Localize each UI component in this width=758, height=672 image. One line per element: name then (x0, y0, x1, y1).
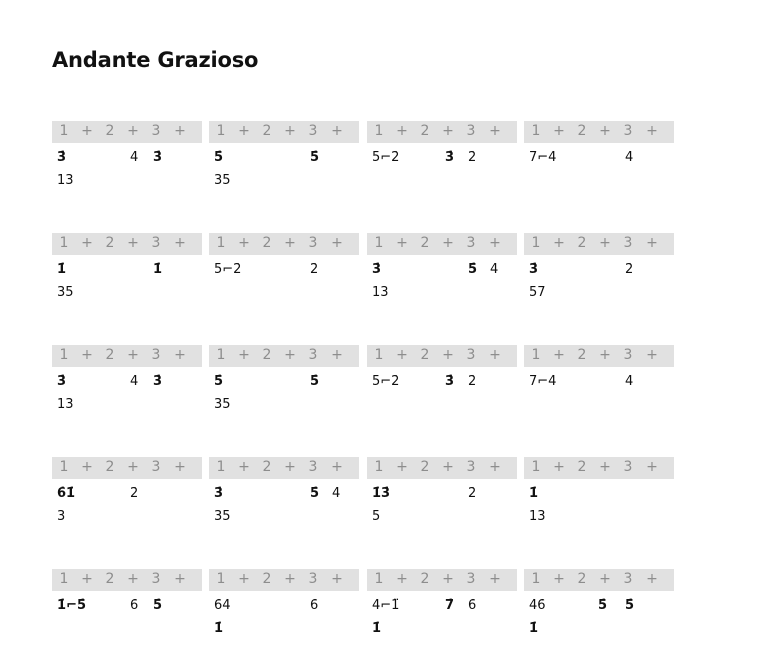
bass-note: 35 (57, 285, 74, 300)
beat-label: + (442, 123, 454, 139)
measure (52, 233, 202, 300)
beat-label: + (284, 459, 296, 475)
beat-label: 2 (105, 235, 115, 251)
beat-label: 3 (151, 123, 161, 139)
beat-label: + (331, 347, 343, 363)
beat-label: 2 (577, 235, 587, 251)
melody-note: 7⌐4̇ (529, 374, 557, 389)
beat-counter-bar (52, 233, 202, 255)
beat-label: 2 (262, 235, 272, 251)
bass-note: 1̇ (529, 621, 539, 636)
beat-label: + (284, 235, 296, 251)
beat-label: 1 (374, 571, 384, 587)
beat-label: + (599, 235, 611, 251)
melody-note: 6̇4̇ (214, 598, 231, 613)
beat-counter-bar (524, 233, 674, 255)
beat-label: + (646, 571, 658, 587)
melody-note: 6̇ (468, 598, 477, 613)
beat-counter-bar (524, 569, 674, 591)
beat-counter-bar (367, 457, 517, 479)
beat-label: 1 (59, 347, 69, 363)
melody-note: 4̇⌐1̈ (372, 598, 400, 613)
beat-counter-bar (209, 569, 359, 591)
beat-label: 1 (374, 235, 384, 251)
melody-note: 6̇ (130, 598, 139, 613)
beat-label: 2 (262, 347, 272, 363)
melody-note: 4̇ (130, 374, 139, 389)
melody-note: 7̇ (445, 598, 455, 613)
beat-counter-bar (52, 569, 202, 591)
beat-counter-bar (209, 121, 359, 143)
beat-label: + (396, 123, 408, 139)
bass-note: 1̇ (372, 621, 382, 636)
beat-label: + (238, 235, 250, 251)
melody-note: 3̇ (57, 150, 67, 165)
melody-note: 2̇ (468, 486, 477, 501)
beat-label: + (81, 123, 93, 139)
beat-label: 1 (59, 571, 69, 587)
beat-label: 2 (262, 571, 272, 587)
bass-note: 13 (372, 285, 389, 300)
beat-label: + (646, 123, 658, 139)
beat-label: + (331, 571, 343, 587)
melody-note: 1̇ (529, 486, 539, 501)
melody-note: 5⌐2̇ (372, 150, 400, 165)
measure (367, 457, 517, 524)
beat-counter-bar (52, 345, 202, 367)
beat-label: + (396, 571, 408, 587)
beat-label: + (599, 459, 611, 475)
page-title: Andante Grazioso (52, 48, 259, 72)
beat-label: 2 (105, 123, 115, 139)
beat-label: 1 (531, 123, 541, 139)
bass-note: 57 (529, 285, 546, 300)
beat-label: + (442, 459, 454, 475)
beat-label: 1 (216, 123, 226, 139)
beat-label: 2 (577, 347, 587, 363)
beat-label: + (174, 235, 186, 251)
beat-label: + (284, 347, 296, 363)
bass-note: 13 (57, 397, 74, 412)
beat-label: 1 (59, 459, 69, 475)
beat-label: 3 (308, 347, 318, 363)
measure (367, 233, 517, 300)
beat-label: 2 (105, 571, 115, 587)
bass-note: 35 (214, 509, 231, 524)
beat-label: + (174, 571, 186, 587)
beat-label: 3 (308, 459, 318, 475)
measure (524, 121, 674, 165)
beat-label: + (81, 235, 93, 251)
measure (209, 121, 359, 188)
measure (52, 345, 202, 412)
beat-counter-bar (367, 569, 517, 591)
beat-label: 1 (216, 571, 226, 587)
beat-label: + (396, 235, 408, 251)
melody-note: 3̇ (445, 150, 455, 165)
melody-note: 3̇ (153, 150, 163, 165)
melody-note: 2̇ (130, 486, 139, 501)
bass-note: 13 (529, 509, 546, 524)
beat-label: + (127, 571, 139, 587)
beat-label: + (174, 123, 186, 139)
beat-label: 1 (216, 459, 226, 475)
beat-label: + (442, 235, 454, 251)
beat-label: + (284, 571, 296, 587)
beat-label: 2 (105, 347, 115, 363)
beat-label: + (174, 459, 186, 475)
beat-label: 1 (374, 347, 384, 363)
melody-note: 4̇ (625, 150, 634, 165)
beat-label: + (442, 347, 454, 363)
beat-label: 1 (59, 235, 69, 251)
beat-counter-bar (367, 121, 517, 143)
bass-note: 13 (57, 173, 74, 188)
bass-note: 3 (57, 509, 66, 524)
melody-note: 3̇ (372, 262, 382, 277)
beat-label: + (396, 347, 408, 363)
beat-label: 3 (151, 459, 161, 475)
beat-label: + (127, 123, 139, 139)
beat-label: + (489, 571, 501, 587)
measure (52, 121, 202, 188)
beat-label: + (284, 123, 296, 139)
beat-label: + (646, 235, 658, 251)
beat-label: + (442, 571, 454, 587)
beat-counter-bar (209, 457, 359, 479)
measure (52, 569, 202, 613)
melody-note: 2̇ (468, 374, 477, 389)
beat-label: 2 (577, 123, 587, 139)
melody-note: 3̇ (57, 374, 67, 389)
melody-note: 4̇ (332, 486, 341, 501)
beat-label: + (127, 235, 139, 251)
beat-label: 3 (466, 123, 476, 139)
measure (524, 345, 674, 389)
melody-note: 4̇ (625, 374, 634, 389)
beat-label: + (238, 571, 250, 587)
melody-note: 7⌐4̇ (529, 150, 557, 165)
beat-label: + (599, 347, 611, 363)
melody-note: 5̇ (214, 150, 224, 165)
melody-note: 4̇ (130, 150, 139, 165)
beat-label: 3 (623, 235, 633, 251)
melody-note: 6̇1̇ (57, 486, 76, 501)
bass-note: 35 (214, 173, 231, 188)
beat-label: + (81, 571, 93, 587)
melody-note: 1̇ (57, 262, 67, 277)
melody-note: 3̇ (214, 486, 224, 501)
beat-label: + (127, 459, 139, 475)
melody-note: 2̇ (625, 262, 634, 277)
melody-note: 1̇ (153, 262, 163, 277)
beat-counter-bar (367, 233, 517, 255)
beat-label: 3 (623, 571, 633, 587)
beat-label: + (238, 459, 250, 475)
beat-label: 2 (262, 123, 272, 139)
beat-label: 3 (623, 459, 633, 475)
beat-counter-bar (209, 233, 359, 255)
measure (367, 345, 517, 389)
beat-label: 2 (105, 459, 115, 475)
melody-note: 3̇ (153, 374, 163, 389)
beat-counter-bar (52, 121, 202, 143)
melody-note: 2̇ (310, 262, 319, 277)
melody-note: 1̇⌐5̇ (57, 598, 86, 613)
melody-note: 3̇ (445, 374, 455, 389)
beat-label: 3 (466, 235, 476, 251)
measure (209, 345, 359, 412)
beat-label: + (127, 347, 139, 363)
beat-label: 2 (420, 571, 430, 587)
beat-label: 1 (531, 235, 541, 251)
beat-label: 1 (374, 459, 384, 475)
melody-note: 5̇ (625, 598, 635, 613)
melody-note: 3̇ (529, 262, 539, 277)
beat-label: + (553, 347, 565, 363)
beat-label: 3 (151, 235, 161, 251)
beat-counter-bar (524, 345, 674, 367)
measure (209, 457, 359, 524)
beat-label: 2 (420, 459, 430, 475)
beat-label: 3 (466, 571, 476, 587)
measure (524, 457, 674, 524)
beat-label: + (489, 235, 501, 251)
beat-label: + (489, 123, 501, 139)
bass-note: 5 (372, 509, 381, 524)
beat-label: 1 (59, 123, 69, 139)
beat-label: + (553, 459, 565, 475)
beat-label: + (489, 459, 501, 475)
measure (367, 121, 517, 165)
melody-note: 4̇6̇ (529, 598, 546, 613)
beat-counter-bar (524, 121, 674, 143)
beat-counter-bar (209, 345, 359, 367)
beat-label: 1 (374, 123, 384, 139)
measure (52, 457, 202, 524)
beat-label: + (331, 235, 343, 251)
melody-note: 5̇ (468, 262, 478, 277)
beat-label: + (396, 459, 408, 475)
beat-label: 3 (623, 347, 633, 363)
melody-note: 5̇ (310, 486, 320, 501)
melody-note: 5̇ (214, 374, 224, 389)
bass-note: 35 (214, 397, 231, 412)
beat-label: + (81, 459, 93, 475)
beat-label: 3 (151, 347, 161, 363)
measure (367, 569, 517, 636)
beat-label: + (553, 235, 565, 251)
beat-label: + (238, 347, 250, 363)
melody-note: 5̇ (310, 374, 320, 389)
measure (524, 569, 674, 636)
melody-note: 1̇3̇ (372, 486, 391, 501)
beat-label: 3 (308, 571, 318, 587)
beat-label: + (599, 123, 611, 139)
beat-label: + (489, 347, 501, 363)
beat-label: 3 (623, 123, 633, 139)
beat-label: 1 (216, 347, 226, 363)
beat-label: 2 (262, 459, 272, 475)
beat-label: 1 (216, 235, 226, 251)
beat-counter-bar (524, 457, 674, 479)
beat-label: + (599, 571, 611, 587)
melody-note: 5⌐2̇ (372, 374, 400, 389)
beat-counter-bar (52, 457, 202, 479)
beat-label: 2 (420, 347, 430, 363)
beat-label: + (553, 571, 565, 587)
beat-label: 2 (577, 571, 587, 587)
beat-label: 1 (531, 347, 541, 363)
beat-label: 2 (420, 123, 430, 139)
beat-label: + (174, 347, 186, 363)
beat-label: 2 (420, 235, 430, 251)
beat-label: 2 (577, 459, 587, 475)
beat-label: 3 (308, 123, 318, 139)
beat-label: 1 (531, 459, 541, 475)
measure (209, 233, 359, 277)
melody-note: 2̇ (468, 150, 477, 165)
beat-label: 3 (466, 459, 476, 475)
bass-note: 1̇ (214, 621, 224, 636)
melody-note: 5̇ (598, 598, 608, 613)
beat-label: + (553, 123, 565, 139)
beat-label: 3 (466, 347, 476, 363)
beat-label: + (646, 459, 658, 475)
beat-label: 1 (531, 571, 541, 587)
beat-label: 3 (151, 571, 161, 587)
beat-label: + (238, 123, 250, 139)
beat-counter-bar (367, 345, 517, 367)
melody-note: 4̇ (490, 262, 499, 277)
melody-note: 6̇ (310, 598, 319, 613)
measure (209, 569, 359, 636)
beat-label: + (81, 347, 93, 363)
melody-note: 5⌐2̇ (214, 262, 242, 277)
measure (524, 233, 674, 300)
beat-label: + (646, 347, 658, 363)
beat-label: + (331, 123, 343, 139)
beat-label: 3 (308, 235, 318, 251)
beat-label: + (331, 459, 343, 475)
melody-note: 5̇ (310, 150, 320, 165)
melody-note: 5̇ (153, 598, 163, 613)
